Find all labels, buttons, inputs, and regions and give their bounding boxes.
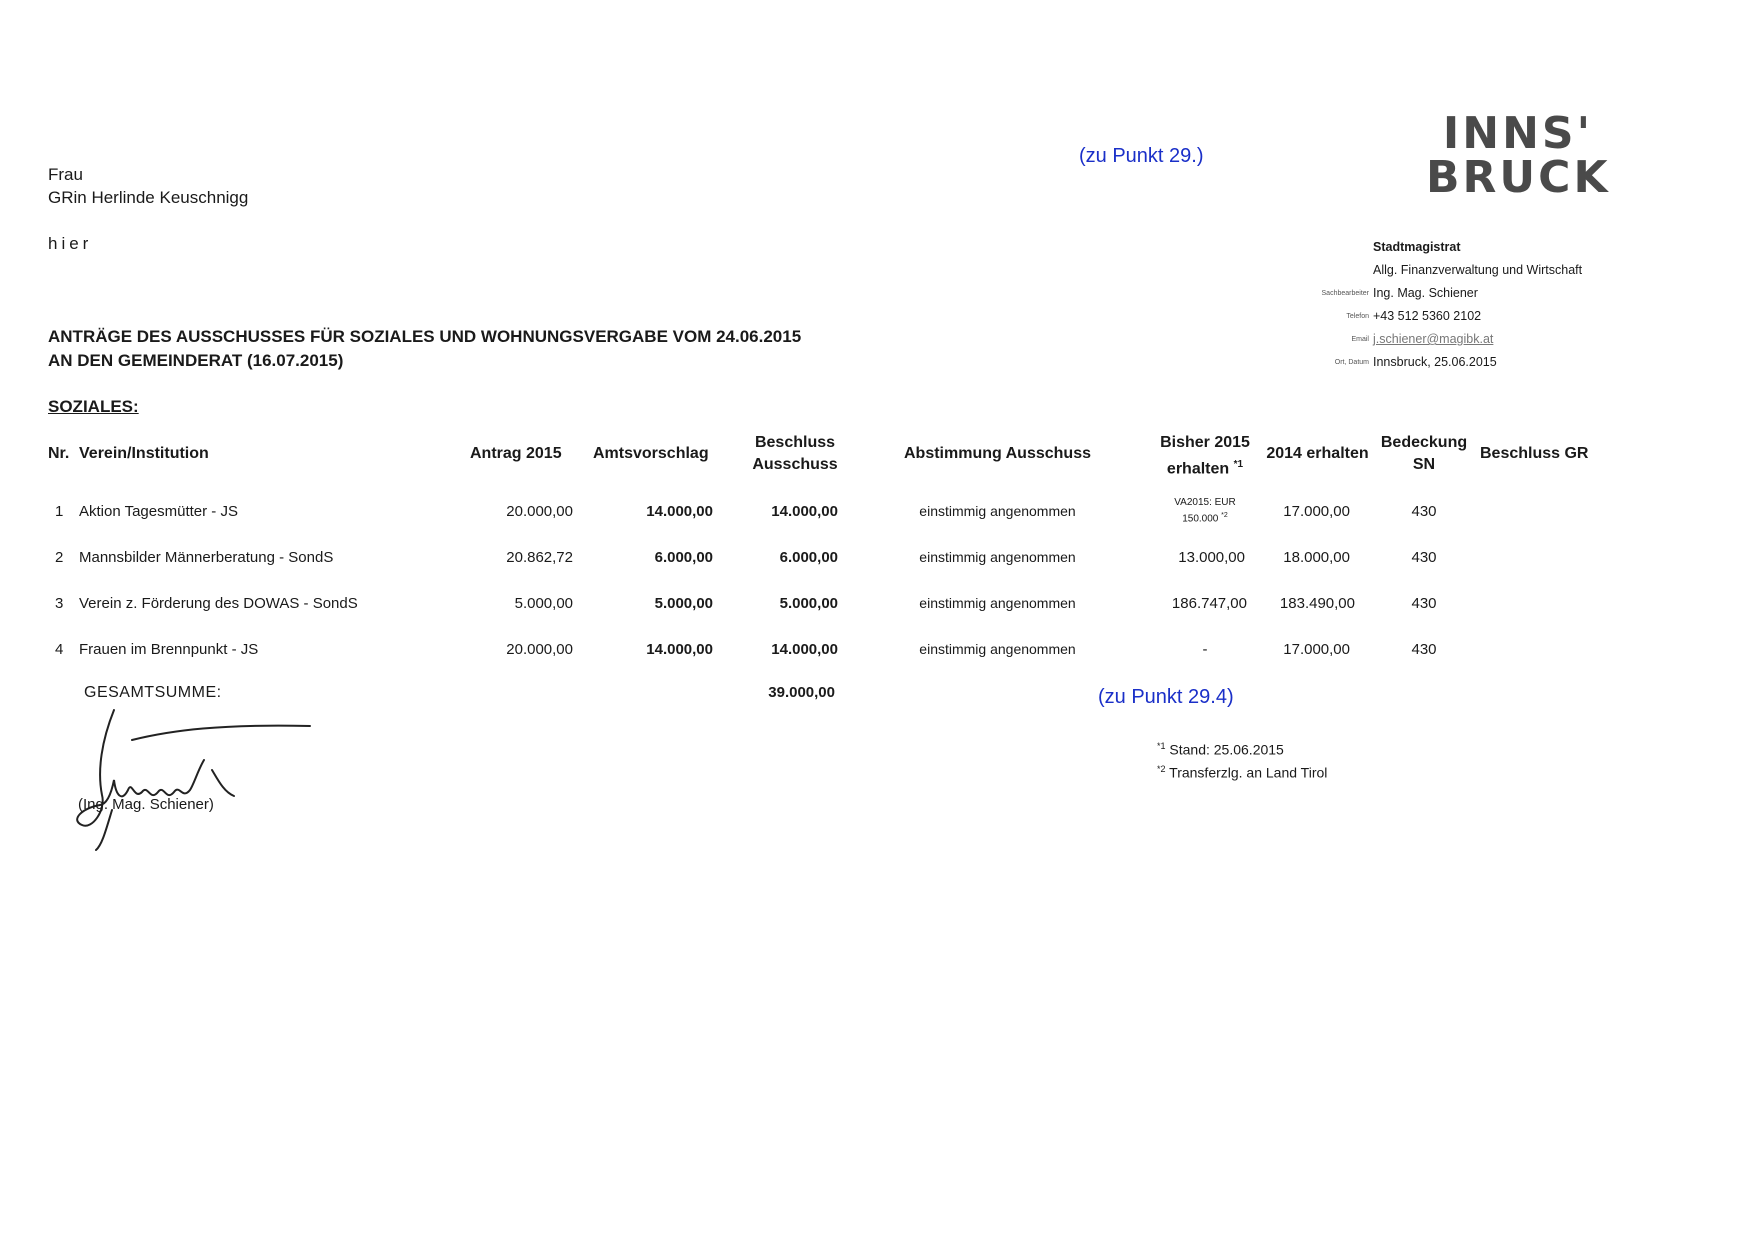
cell-bedeckung: 430 [1411, 595, 1437, 612]
place-label: Ort, Datum [1334, 359, 1369, 366]
footnote-2-text: Transferzlg. an Land Tirol [1169, 764, 1328, 781]
cell-2014: 17.000,00 [1283, 503, 1350, 520]
sender-email-link[interactable]: j.schiener@magibk.at [1373, 332, 1494, 346]
cell-beschluss: 14.000,00 [771, 503, 838, 520]
cell-bisher: 186.747,00 [1171, 595, 1247, 612]
sender-block [1280, 236, 1630, 374]
header-beschluss-line1: Beschluss [754, 434, 836, 451]
header-verein: Verein/Institution [79, 445, 209, 462]
title-line-1: ANTRÄGE DES AUSSCHUSSES FÜR SOZIALES UND WOHNUNGSVERGABE VOM 24.06.2015 [48, 327, 802, 346]
header-beschluss-line2: Ausschuss [752, 456, 838, 473]
cell-antrag: 20.000,00 [506, 641, 573, 658]
signature-name: (Ing. Mag. Schiener) [78, 796, 214, 813]
header-bedeckung [1374, 432, 1474, 476]
cell-amtsvorschlag: 5.000,00 [654, 595, 713, 612]
cell-antrag: 5.000,00 [514, 595, 573, 612]
header-bisher-line1: Bisher 2015 [1160, 434, 1250, 451]
recipient-address [48, 163, 248, 209]
footnote-1-text: Stand: 25.06.2015 [1169, 741, 1284, 758]
cell-2014: 17.000,00 [1283, 641, 1350, 658]
header-bedeckung-line2: SN [1412, 456, 1436, 473]
cell-verein: Mannsbilder Männerberatung - SondS [79, 549, 334, 566]
cell-bisher [1150, 496, 1260, 525]
header-nr: Nr. [48, 445, 70, 462]
cell-amtsvorschlag: 14.000,00 [646, 641, 713, 658]
cell-verein: Frauen im Brennpunkt - JS [79, 641, 259, 658]
cell-2014: 183.490,00 [1279, 595, 1355, 612]
cell-nr: 4 [55, 641, 64, 658]
cell-abstimmung: einstimmig angenommen [919, 641, 1076, 657]
cell-bisher: - [1202, 641, 1208, 658]
cell-abstimmung: einstimmig angenommen [919, 595, 1076, 611]
header-bisher-line2: erhalten [1166, 460, 1230, 478]
cell-bedeckung: 430 [1411, 641, 1437, 658]
cell-beschluss: 14.000,00 [771, 641, 838, 658]
sender-dept: Allg. Finanzverwaltung und Wirtschaft [1373, 263, 1583, 277]
footnotes [1157, 737, 1327, 782]
cell-abstimmung: einstimmig angenommen [919, 549, 1076, 565]
cell-nr: 2 [55, 549, 64, 566]
header-beschluss-gr: Beschluss GR [1480, 445, 1589, 462]
handwritten-signature [62, 700, 322, 860]
cell-verein: Aktion Tagesmütter - JS [79, 503, 238, 520]
footnote-2-marker: *2 [1157, 763, 1166, 774]
document-title [48, 325, 801, 373]
header-bisher-sup: *1 [1233, 459, 1244, 470]
annotation-table: (zu Punkt 29.4) [1098, 686, 1234, 708]
recipient-hier: hier [48, 234, 93, 253]
header-bisher [1150, 432, 1260, 480]
title-line-2: AN DEN GEMEINDERAT (16.07.2015) [48, 351, 344, 370]
cell-bedeckung: 430 [1411, 503, 1437, 520]
header-abstimmung: Abstimmung Ausschuss [904, 445, 1091, 462]
sender-org: Stadtmagistrat [1373, 240, 1461, 254]
cell-bedeckung: 430 [1411, 549, 1437, 566]
cell-antrag: 20.862,72 [506, 549, 573, 566]
header-antrag: Antrag 2015 [470, 445, 562, 462]
logo-line-1: INNS' [1442, 108, 1594, 159]
cell-bisher-line1: VA2015: EUR [1174, 497, 1236, 508]
sender-phone: +43 512 5360 2102 [1373, 309, 1482, 323]
sender-clerk: Ing. Mag. Schiener [1373, 286, 1478, 300]
cell-amtsvorschlag: 6.000,00 [654, 549, 713, 566]
cell-beschluss: 6.000,00 [779, 549, 838, 566]
clerk-label: Sachbearbeiter [1321, 290, 1369, 297]
cell-antrag: 20.000,00 [506, 503, 573, 520]
cell-nr: 3 [55, 595, 64, 612]
header-amtsvorschlag: Amtsvorschlag [593, 445, 709, 462]
cell-nr: 1 [55, 503, 64, 520]
header-bedeckung-line1: Bedeckung [1380, 434, 1468, 451]
header-2014-erhalten: 2014 erhalten [1266, 445, 1369, 462]
sender-place-date: Innsbruck, 25.06.2015 [1373, 355, 1497, 369]
header-beschluss-ausschuss [735, 432, 855, 476]
footnote-1 [1157, 737, 1327, 760]
recipient-salutation: Frau [48, 165, 83, 184]
footnote-1-marker: *1 [1157, 741, 1166, 751]
cell-amtsvorschlag: 14.000,00 [646, 503, 713, 520]
section-heading: SOZIALES: [48, 397, 139, 416]
annotation-top: (zu Punkt 29.) [1079, 145, 1204, 167]
logo-line-2: BRUCK [1426, 152, 1611, 203]
cell-beschluss: 5.000,00 [779, 595, 838, 612]
cell-bisher-sup: *2 [1221, 512, 1228, 519]
footnote-2 [1157, 760, 1327, 783]
recipient-name: GRin Herlinde Keuschnigg [48, 188, 249, 207]
cell-bisher-line2: 150.000 [1182, 513, 1219, 525]
cell-bisher: 13.000,00 [1178, 549, 1245, 566]
total-label: GESAMTSUMME: [84, 684, 222, 701]
innsbruck-logo [1426, 108, 1611, 203]
cell-abstimmung: einstimmig angenommen [919, 503, 1076, 519]
cell-verein: Verein z. Förderung des DOWAS - SondS [79, 595, 358, 612]
phone-label: Telefon [1346, 313, 1369, 320]
total-value: 39.000,00 [768, 684, 835, 701]
cell-2014: 18.000,00 [1283, 549, 1350, 566]
email-label: Email [1351, 336, 1369, 343]
